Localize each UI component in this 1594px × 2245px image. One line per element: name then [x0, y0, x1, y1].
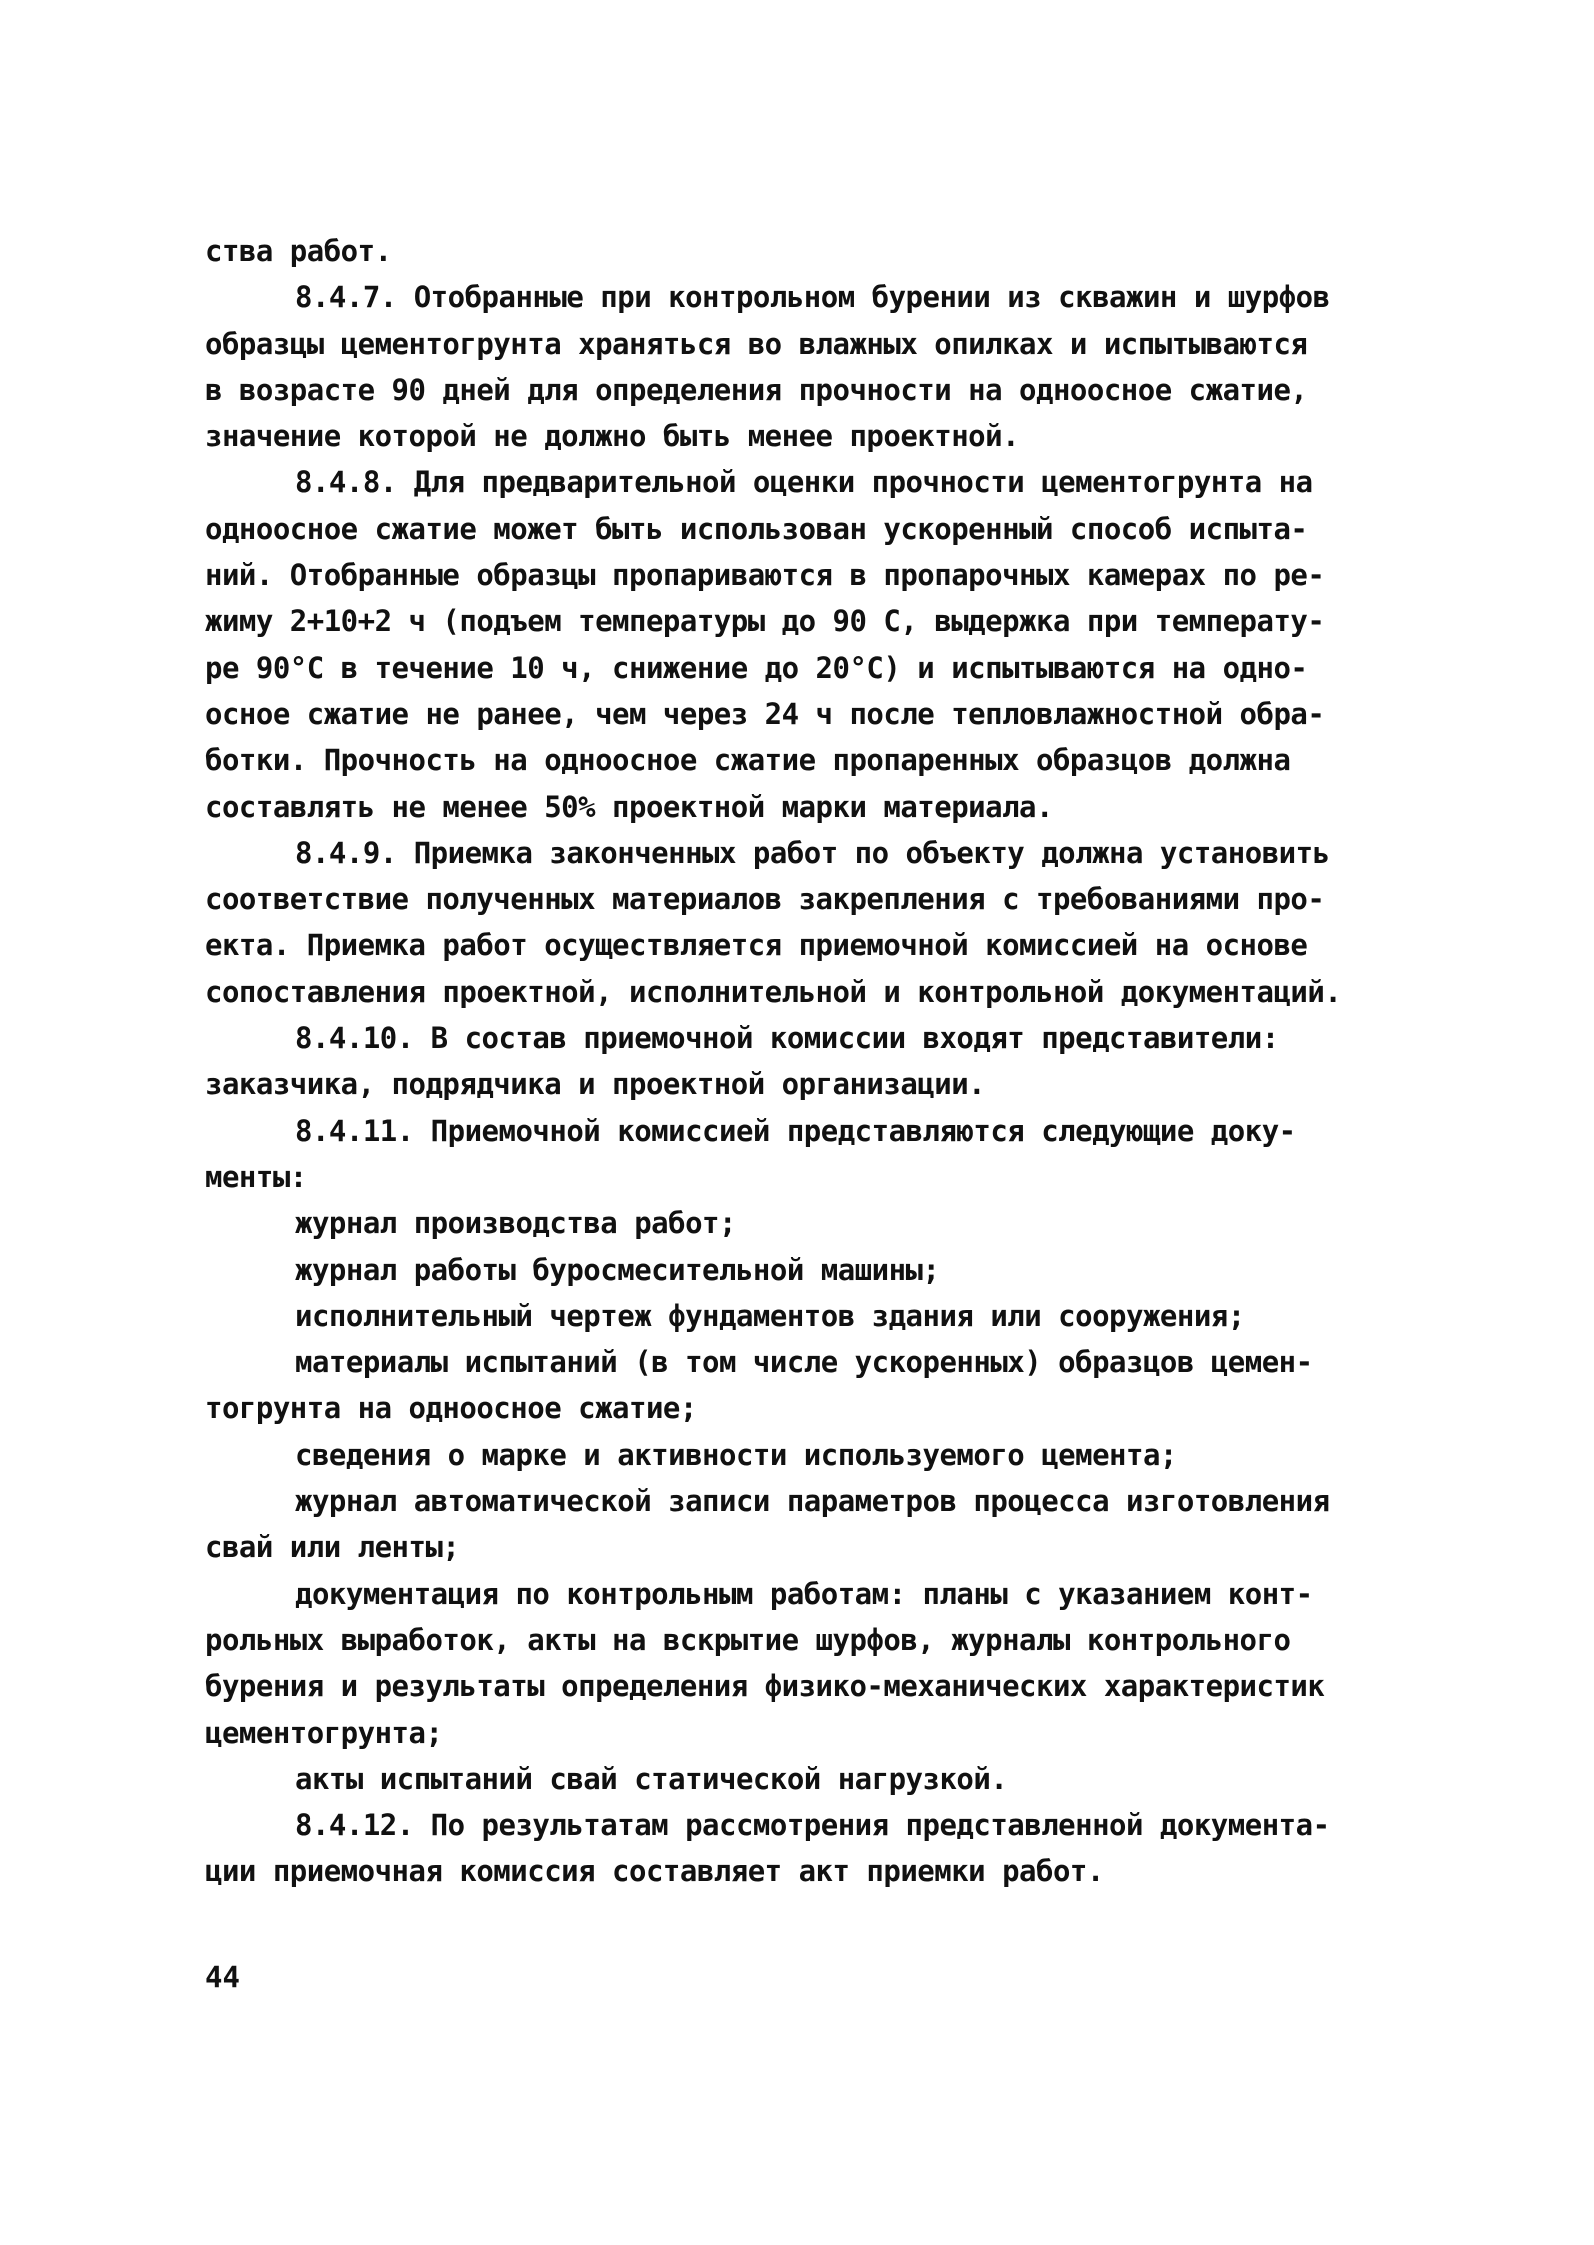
text-line: бурения и результаты определения физико-механических характеристик [205, 1669, 1325, 1704]
text-line: сопоставления проектной, исполнительной и контрольной документаций. [205, 974, 1342, 1009]
text-line: свай или ленты; [205, 1530, 460, 1565]
text-line: материалы испытаний (в том числе ускоренных) образцов цемен- [295, 1345, 1313, 1380]
text-line: составлять не менее 50% проектной марки материала. [205, 789, 1053, 824]
page-number: 44 [205, 1960, 240, 1994]
text-line: 8.4.11. Приемочной комиссией представляются следующие доку- [295, 1113, 1296, 1148]
text-line: екта. Приемка работ осуществляется приемочной комиссией на основе [205, 928, 1308, 963]
text-line: осное сжатие не ранее, чем через 24 ч после тепловлажностной обра- [205, 696, 1325, 731]
text-line: в возрасте 90 дней для определения прочности на одноосное сжатие, [205, 372, 1308, 407]
text-line: заказчика, подрядчика и проектной организации. [205, 1067, 986, 1102]
text-line: значение которой не должно быть менее проектной. [205, 419, 1020, 454]
text-line: соответствие полученных материалов закрепления с требованиями про- [205, 882, 1325, 917]
text-line: 8.4.8. Для предварительной оценки прочности цементогрунта на [295, 465, 1313, 500]
text-line: исполнительный чертеж фундаментов здания или сооружения; [295, 1298, 1245, 1333]
text-line: менты: [205, 1159, 307, 1194]
text-line: 8.4.9. Приемка законченных работ по объекту должна установить [295, 835, 1330, 870]
text-line: рольных выработок, акты на вскрытие шурфов, журналы контрольного [205, 1622, 1291, 1657]
text-line: 8.4.7. Отобранные при контрольном бурении из скважин и шурфов [295, 280, 1330, 315]
text-line: журнал производства работ; [295, 1206, 736, 1241]
text-line: акты испытаний свай статической нагрузкой. [295, 1761, 1008, 1796]
body-text [205, 228, 1435, 1895]
text-line: тогрунта на одноосное сжатие; [205, 1391, 697, 1426]
text-line: 8.4.10. В состав приемочной комиссии входят представители: [295, 1021, 1279, 1056]
text-line: одноосное сжатие может быть использован ускоренный способ испыта- [205, 511, 1308, 546]
text-line: ре 90°С в течение 10 ч, снижение до 20°С) и испытываются на одно- [205, 650, 1308, 685]
text-line: образцы цементогрунта храняться во влажных опилках и испытываются [205, 326, 1308, 361]
text-line: ства работ. [205, 234, 392, 268]
text-line: документация по контрольным работам: планы с указанием конт- [295, 1576, 1313, 1611]
text-line: 8.4.12. По результатам рассмотрения представленной документа- [295, 1808, 1330, 1843]
text-line: сведения о марке и активности используемого цемента; [295, 1437, 1177, 1472]
text-line: журнал автоматической записи параметров процесса изготовления [295, 1484, 1330, 1519]
text-line: ний. Отобранные образцы пропариваются в пропарочных камерах по ре- [205, 558, 1325, 593]
text-line: журнал работы буросмесительной машины; [295, 1252, 940, 1287]
text-line: жиму 2+10+2 ч (подъем температуры до 90 С, выдержка при температу- [205, 604, 1325, 639]
text-line: ботки. Прочность на одноосное сжатие пропаренных образцов должна [205, 743, 1291, 778]
text-line: ции приемочная комиссия составляет акт приемки работ. [205, 1854, 1104, 1889]
text-line: цементогрунта; [205, 1715, 443, 1750]
